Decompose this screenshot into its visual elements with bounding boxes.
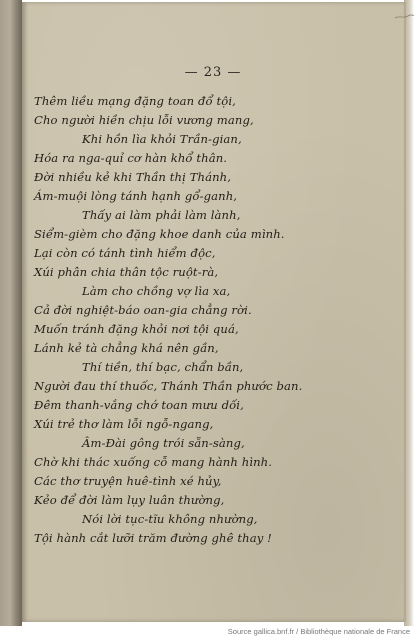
verse-line: Muốn tránh đặng khỏi nơi tội quá, bbox=[34, 322, 239, 336]
verse-line: Khi hồn lìa khỏi Trần-gian, bbox=[82, 132, 242, 146]
source-credit: Source gallica.bnf.fr / Bibliothèque nationale de France bbox=[227, 627, 410, 636]
verse-line: Thấy ai làm phải làm lành, bbox=[82, 208, 241, 222]
verse-line: Làm cho chồng vợ lìa xa, bbox=[82, 284, 231, 298]
verse-line: Lánh kẻ tà chẳng khá nên gần, bbox=[34, 341, 219, 355]
verse-line: Âm-Đài gông trói sẵn-sàng, bbox=[82, 436, 245, 450]
verse-line: Xúi phân chia thân tộc ruột-rà, bbox=[34, 265, 219, 279]
verse-line: Hóa ra nga-quỉ cơ hàn khổ thân. bbox=[34, 151, 228, 165]
verse-line: Xúi trẻ thơ làm lỗi ngỗ-ngang, bbox=[34, 417, 214, 431]
verse-line: Thí tiền, thí bạc, chẩn bần, bbox=[82, 360, 244, 374]
verse-line: Lại còn có tánh tình hiểm độc, bbox=[34, 246, 216, 260]
verse-line: Các thơ truyện huê-tình xé hủy, bbox=[34, 474, 222, 488]
verse-line: Tội hành cắt lưỡi trăm đường ghê thay ! bbox=[34, 531, 272, 545]
book-binding-edge bbox=[0, 0, 22, 626]
verse-line: Nói lời tục-tĩu không nhường, bbox=[82, 512, 258, 526]
page-number: — 23 — bbox=[184, 65, 242, 80]
book-page bbox=[22, 2, 406, 622]
verse-line: Đời nhiều kẻ khi Thần thị Thánh, bbox=[34, 170, 232, 184]
verse-line: Kẻo để đời làm lụy luân thường, bbox=[34, 493, 225, 507]
verse-line: Chờ khi thác xuống cỗ mang hành hình. bbox=[34, 455, 273, 469]
verse-line: Đêm thanh-vắng chớ toan mưu dối, bbox=[34, 398, 244, 412]
paper-fiber-mark bbox=[394, 14, 414, 20]
verse-line: Người đau thí thuốc, Thánh Thần phước ban. bbox=[34, 379, 303, 393]
verse-line: Cả đời nghiệt-báo oan-gia chẳng rời. bbox=[34, 303, 252, 317]
verse-line: Thêm liều mạng đặng toan đổ tội, bbox=[34, 94, 236, 108]
verse-line: Siểm-gièm cho đặng khoe danh của mình. bbox=[34, 227, 285, 241]
verse-line: Cho người hiền chịu lỗi vương mang, bbox=[34, 113, 254, 127]
verse-line: Ám-muội lòng tánh hạnh gổ-ganh, bbox=[34, 189, 238, 203]
